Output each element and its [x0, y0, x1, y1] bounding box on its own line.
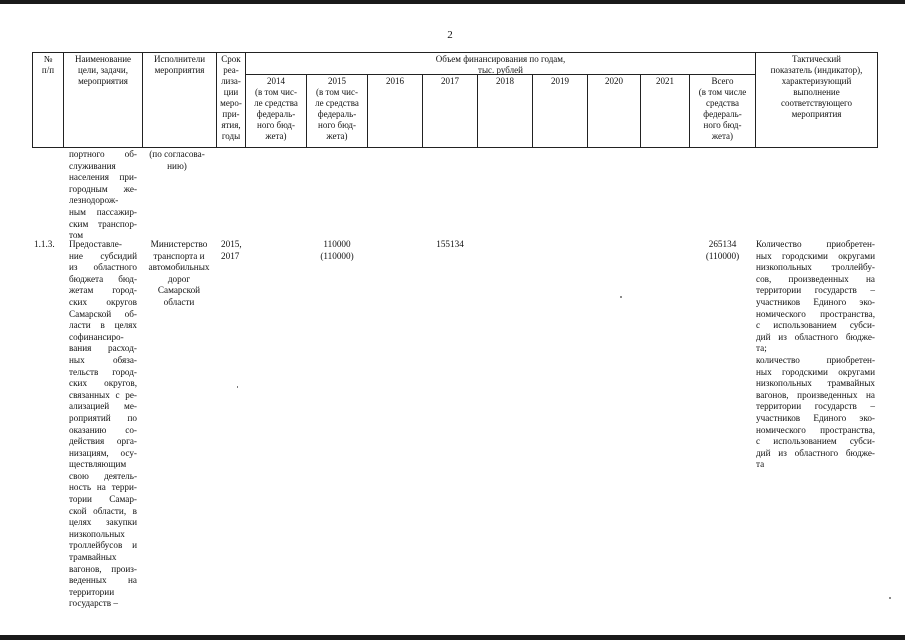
- header-year-2018: 2018: [496, 76, 514, 86]
- header-indicator: Тактический показатель (индикатор), характеризующий выполнение соответствующего мероприятия: [770, 54, 863, 119]
- header-executor: Исполнители мероприятия: [153, 54, 206, 75]
- header-term: Срок реа- лиза- ции меро- при- ятия, годы: [220, 54, 242, 141]
- header-year-2017: 2017: [441, 76, 459, 86]
- page-number: 2: [447, 29, 453, 41]
- header-year-2020: 2020: [605, 76, 623, 86]
- header-year-2016: 2016: [386, 76, 404, 86]
- header-total: Всего (в том числе средства федераль- ного бюд- жета): [698, 76, 747, 141]
- header-year-2015: 2015 (в том чис- ле средства федераль- ного бюд- жета): [315, 76, 359, 141]
- header-num: № п/п: [41, 54, 55, 75]
- row-term: 2015, 2017: [221, 239, 242, 261]
- header-year-2014: 2014 (в том чис- ле средства федераль- ного бюд- жета): [254, 76, 298, 141]
- row-total: 265134 (110000): [705, 239, 740, 261]
- header-year-2019: 2019: [551, 76, 569, 86]
- continuation-executor: (по согласова- нию): [149, 149, 205, 171]
- continuation-name: портного об- служивания населения при- городным же- лезнодорож- ным пассажир- ским транспор- том: [69, 149, 137, 241]
- row-number: 1.1.3.: [34, 239, 55, 249]
- scan-speck: [237, 386, 238, 388]
- header-year-2021: 2021: [656, 76, 674, 86]
- scan-speck: [889, 597, 891, 599]
- row-indicator: Количество приобретен- ных городскими округами низкопольных троллейбу- сов, произведенных на территории государств – участников Единого эко- номического пространства, с использованием субси- дий из областного бюдже- та; количество приобретен- ных городскими округами низкопольных трамвайных вагонов, произведенных на территории государств – участников Единого эко- номического пространства, с использованием субси- дий из областного бюдже- та: [756, 239, 875, 470]
- row-name: Предоставле- ние субсидий из областного бюджета бюд- жетам город- ских округов Самарской об- ласти в целях софинансиро- вания расход- ных обяза- тельств город- ских округов, связанных с ре- ализацией ме- роприятий по оказанию со- действия орга- низациям, осу- ществляющим свою деятель- ность на терри- тории Самар- ской области, в целях закупки низкопольных троллейбусов и трамвайных вагонов, произ- веденных на территории государств –: [69, 239, 137, 609]
- header-funding-title: Объем финансирования по годам, тыс. рублей: [435, 54, 566, 75]
- row-value-2015: 110000 (110000): [320, 239, 354, 261]
- header-name: Наименование цели, задачи, мероприятия: [74, 54, 132, 86]
- row-executor: Министерство транспорта и автомобильных дорог Самарской области: [148, 239, 210, 307]
- scan-speck: [620, 296, 622, 298]
- top-border: [0, 0, 905, 4]
- row-value-2017: 155134: [436, 239, 464, 249]
- bottom-border: [0, 635, 905, 640]
